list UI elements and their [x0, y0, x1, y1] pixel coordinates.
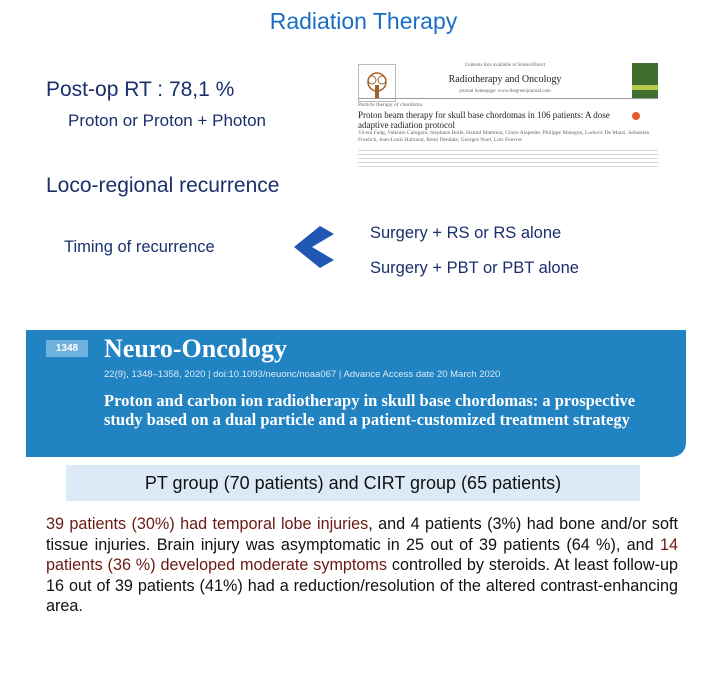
radiotherapy-oncology-article-thumbnail: [340, 60, 670, 172]
findings-text-2: controlled by steroids. At least follow-up 16 out of 39 patients (41%) had a reduction/resolution of the altered contrast-enhancing area.: [46, 556, 678, 615]
journal-cover-image: [632, 63, 658, 98]
patient-groups-text: PT group (70 patients) and CIRT group (65 patients): [144, 472, 562, 493]
article-title: Proton beam therapy for skull base chordomas in 106 patients: A dose adaptive radiation protocol: [358, 110, 610, 130]
page-number-badge: 1348: [46, 340, 88, 357]
journal-homepage: journal homepage: www.thegreenjournal.com: [459, 89, 551, 94]
postop-rt-stat: Post-op RT : 78,1 %: [46, 78, 235, 101]
patient-groups-box: [66, 465, 640, 501]
contents-line: Contents lists available at ScienceDirect: [464, 63, 546, 68]
findings-paragraph: [46, 514, 678, 617]
slide-title: Radiation Therapy: [269, 8, 458, 34]
neuro-oncology-journal-name: Neuro-Oncology: [104, 334, 287, 363]
article-section: Particle therapy of chordoma: [358, 102, 422, 108]
findings-highlight-temporal-lobe: 39 patients (30%) had temporal lobe injuries: [46, 515, 369, 533]
neuro-oncology-article-title: Proton and carbon ion radiotherapy in skull base chordomas: a prospective study based on a dual particle and a patient-customized treatment strategy: [104, 391, 636, 429]
journal-name: Radiotherapy and Oncology: [448, 74, 562, 85]
findings-highlight-symptoms: 14 patients (36 %) developed moderate symptoms: [46, 535, 678, 574]
divider: [358, 98, 658, 99]
article-authors: Vicent Fadg, Valentin Calugaru, Stephane Bolle, Hamid Mammar, Claire Alapetite, Philippe Maingon, Ludovic De Marzi, Sebastien Froelich, Jean-Louis Habrand, Remi Dendale, Georges Noel, Loic Feuvret: [358, 130, 650, 143]
timing-label: Timing of recurrence: [64, 238, 215, 256]
recurrence-option-rs: Surgery + RS or RS alone: [370, 224, 562, 242]
chevron-left-icon: [288, 222, 338, 272]
neuro-oncology-citation: 22(9), 1348–1358, 2020 | doi:10.1093/neuonc/noaa067 | Advance Access date 20 March 2020: [104, 369, 501, 380]
findings-text-1: , and 4 patients (3%) had bone and/or soft tissue injuries. Brain injury was asymptomatic in 25 out of 39 patients (64 %), and: [46, 515, 678, 554]
recurrence-heading: Loco-regional recurrence: [46, 174, 280, 197]
affiliations-text: [358, 150, 658, 168]
crossmark-icon: [632, 112, 640, 120]
recurrence-option-pbt: Surgery + PBT or PBT alone: [370, 259, 579, 277]
postop-rt-modality: Proton or Proton + Photon: [68, 111, 266, 130]
